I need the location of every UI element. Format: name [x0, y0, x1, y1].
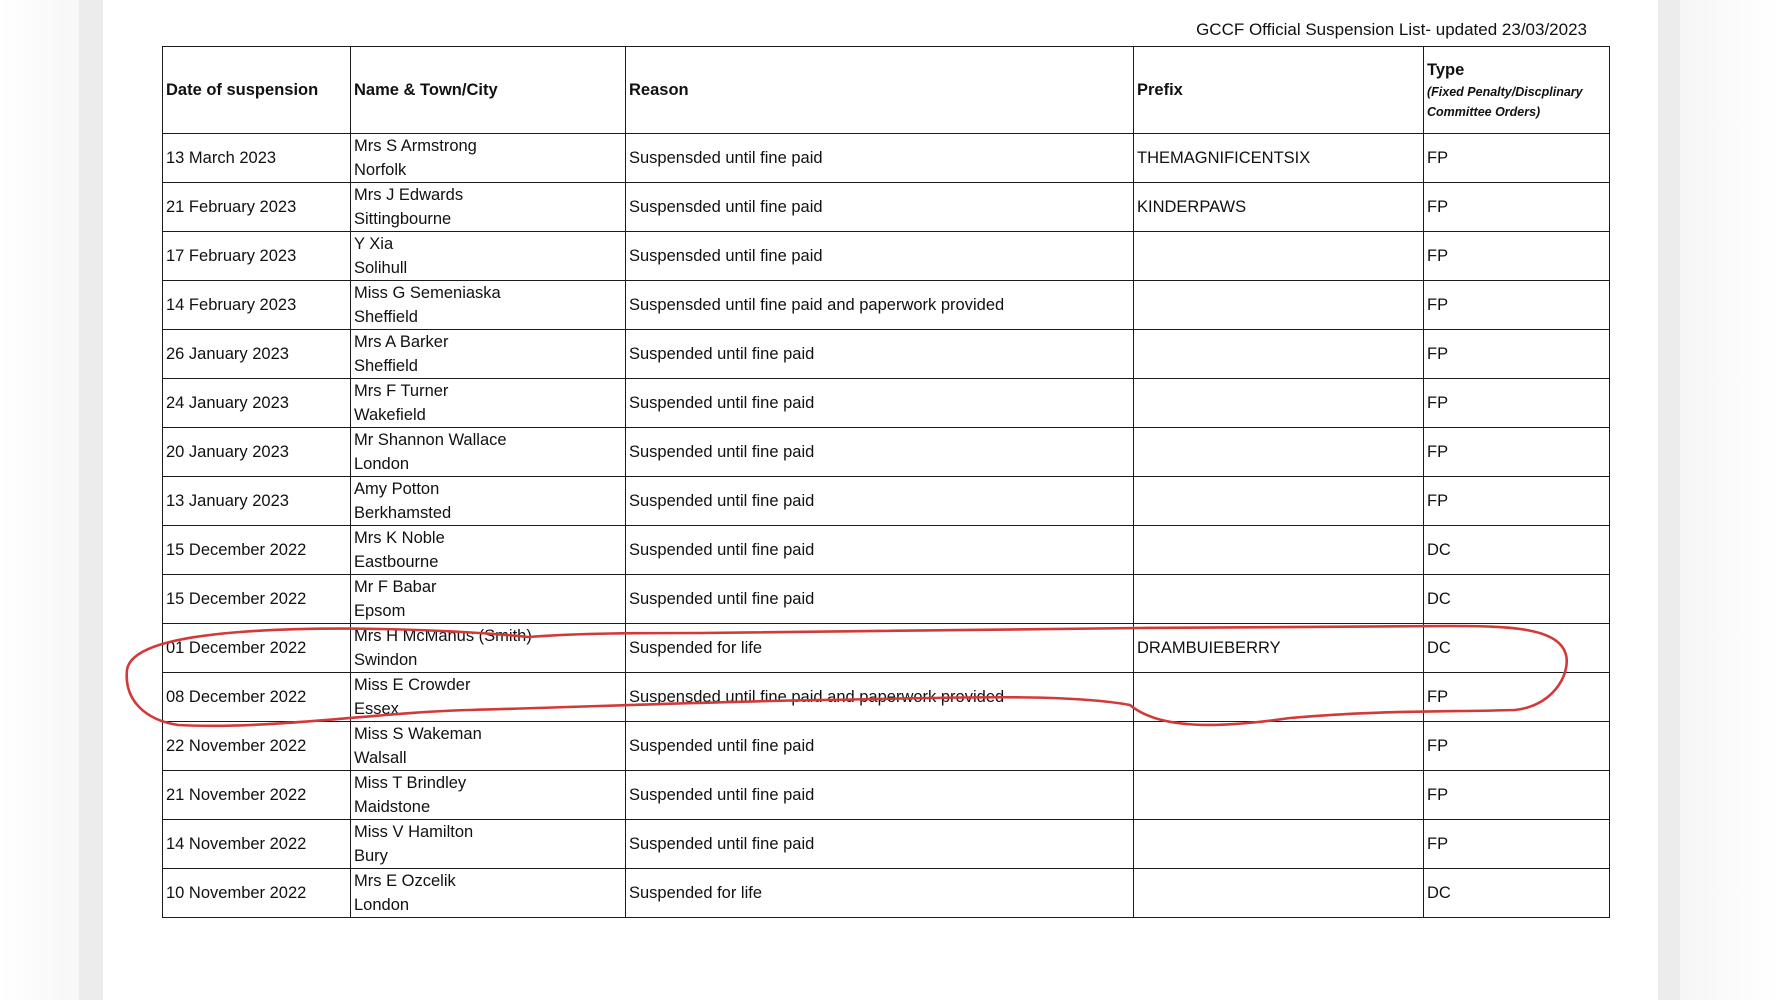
document-title: GCCF Official Suspension List- updated 23/03/2023: [1196, 20, 1587, 39]
table-row: [163, 526, 1610, 575]
cell-type: DC: [1424, 869, 1610, 918]
cell-name-town: [351, 379, 626, 428]
header-prefix: Prefix: [1134, 47, 1424, 134]
cell-name: Miss V Hamilton: [354, 823, 474, 841]
cell-name-town: [351, 771, 626, 820]
cell-town: Sheffield: [354, 308, 418, 326]
cell-name: Mrs K Noble: [354, 529, 445, 547]
page-shadow-right: [1658, 0, 1778, 1000]
cell-type: FP: [1424, 722, 1610, 771]
cell-date: 20 January 2023: [163, 428, 351, 477]
cell-reason: Suspended until fine paid: [626, 722, 1134, 771]
cell-prefix: DRAMBUIEBERRY: [1134, 624, 1424, 673]
cell-type: FP: [1424, 232, 1610, 281]
cell-name-town: [351, 477, 626, 526]
cell-date: 24 January 2023: [163, 379, 351, 428]
cell-town: London: [354, 896, 410, 914]
cell-date: 26 January 2023: [163, 330, 351, 379]
page-shadow-left: [0, 0, 103, 1000]
cell-prefix: [1134, 820, 1424, 869]
cell-town: Sittingbourne: [354, 210, 452, 228]
cell-town: Solihull: [354, 259, 408, 277]
cell-date: 14 February 2023: [163, 281, 351, 330]
cell-reason: Suspended until fine paid: [626, 771, 1134, 820]
cell-name: Miss G Semeniaska: [354, 284, 501, 302]
table-row: [163, 232, 1610, 281]
cell-type: DC: [1424, 526, 1610, 575]
cell-name: Miss T Brindley: [354, 774, 467, 792]
document-page: [127, 0, 1656, 1000]
cell-name-town: [351, 232, 626, 281]
header-date: Date of suspension: [163, 47, 351, 134]
cell-type: FP: [1424, 330, 1610, 379]
cell-name-town: [351, 869, 626, 918]
table-row: [163, 477, 1610, 526]
cell-date: 15 December 2022: [163, 575, 351, 624]
cell-prefix: [1134, 428, 1424, 477]
cell-name-town: [351, 624, 626, 673]
cell-date: 21 November 2022: [163, 771, 351, 820]
cell-reason: Suspensded until fine paid and paperwork provided: [626, 281, 1134, 330]
cell-date: 17 February 2023: [163, 232, 351, 281]
cell-name-town: [351, 428, 626, 477]
suspension-table: [162, 46, 1610, 918]
cell-name: Mrs J Edwards: [354, 186, 464, 204]
cell-reason: Suspended for life: [626, 869, 1134, 918]
table-row: [163, 869, 1610, 918]
cell-name-town: [351, 673, 626, 722]
cell-name-town: [351, 722, 626, 771]
cell-name-town: [351, 134, 626, 183]
cell-reason: Suspended until fine paid: [626, 820, 1134, 869]
cell-name-town: [351, 820, 626, 869]
cell-date: 01 December 2022: [163, 624, 351, 673]
table-row: [163, 183, 1610, 232]
cell-type: FP: [1424, 379, 1610, 428]
cell-prefix: [1134, 673, 1424, 722]
cell-prefix: [1134, 232, 1424, 281]
table-row: [163, 771, 1610, 820]
cell-town: Berkhamsted: [354, 504, 452, 522]
cell-type: FP: [1424, 134, 1610, 183]
cell-type: FP: [1424, 820, 1610, 869]
cell-date: 13 March 2023: [163, 134, 351, 183]
cell-town: Eastbourne: [354, 553, 439, 571]
cell-prefix: [1134, 477, 1424, 526]
cell-reason: Suspended until fine paid: [626, 477, 1134, 526]
cell-type: FP: [1424, 771, 1610, 820]
cell-name: Y Xia: [354, 235, 394, 253]
table-row: [163, 575, 1610, 624]
cell-name-town: [351, 330, 626, 379]
cell-name: Mrs H McManus (Smith): [354, 627, 532, 645]
cell-type: FP: [1424, 281, 1610, 330]
cell-date: 22 November 2022: [163, 722, 351, 771]
cell-name: Mr F Babar: [354, 578, 437, 596]
cell-name: Amy Potton: [354, 480, 440, 498]
table-header: [163, 47, 1610, 134]
cell-type: FP: [1424, 183, 1610, 232]
cell-date: 15 December 2022: [163, 526, 351, 575]
header-type-label: Type: [1427, 61, 1465, 79]
table-row: [163, 134, 1610, 183]
header-type: [1424, 47, 1610, 134]
cell-reason: Suspensded until fine paid: [626, 134, 1134, 183]
cell-date: 08 December 2022: [163, 673, 351, 722]
cell-reason: Suspended until fine paid: [626, 575, 1134, 624]
cell-type: DC: [1424, 575, 1610, 624]
cell-town: Sheffield: [354, 357, 418, 375]
cell-prefix: [1134, 575, 1424, 624]
cell-name-town: [351, 575, 626, 624]
cell-prefix: [1134, 771, 1424, 820]
cell-prefix: [1134, 869, 1424, 918]
cell-reason: Suspensded until fine paid and paperwork provided: [626, 673, 1134, 722]
header-type-note: (Fixed Penalty/Discplinary Committee Orders): [1427, 85, 1583, 119]
cell-town: Epsom: [354, 602, 406, 620]
cell-town: Essex: [354, 700, 399, 718]
table-row: [163, 428, 1610, 477]
cell-name: Mr Shannon Wallace: [354, 431, 507, 449]
cell-prefix: THEMAGNIFICENTSIX: [1134, 134, 1424, 183]
cell-town: Wakefield: [354, 406, 426, 424]
cell-date: 13 January 2023: [163, 477, 351, 526]
cell-name: Mrs F Turner: [354, 382, 449, 400]
cell-type: FP: [1424, 428, 1610, 477]
cell-name: Miss S Wakeman: [354, 725, 482, 743]
cell-town: London: [354, 455, 410, 473]
cell-town: Maidstone: [354, 798, 431, 816]
cell-type: DC: [1424, 624, 1610, 673]
cell-prefix: [1134, 330, 1424, 379]
cell-reason: Suspended until fine paid: [626, 330, 1134, 379]
cell-town: Walsall: [354, 749, 407, 767]
cell-prefix: KINDERPAWS: [1134, 183, 1424, 232]
cell-reason: Suspended until fine paid: [626, 379, 1134, 428]
table-row: [163, 820, 1610, 869]
table-row: [163, 624, 1610, 673]
cell-name-town: [351, 281, 626, 330]
cell-name-town: [351, 183, 626, 232]
cell-date: 21 February 2023: [163, 183, 351, 232]
table-row: [163, 379, 1610, 428]
cell-town: Bury: [354, 847, 388, 865]
cell-prefix: [1134, 281, 1424, 330]
cell-town: Swindon: [354, 651, 418, 669]
cell-reason: Suspended for life: [626, 624, 1134, 673]
cell-prefix: [1134, 379, 1424, 428]
table-row: [163, 330, 1610, 379]
header-row: [163, 47, 1610, 134]
cell-reason: Suspended until fine paid: [626, 526, 1134, 575]
table-row: [163, 673, 1610, 722]
cell-name: Mrs A Barker: [354, 333, 449, 351]
cell-name-town: [351, 526, 626, 575]
cell-name: Miss E Crowder: [354, 676, 471, 694]
cell-reason: Suspended until fine paid: [626, 428, 1134, 477]
cell-prefix: [1134, 526, 1424, 575]
cell-prefix: [1134, 722, 1424, 771]
cell-name: Mrs E Ozcelik: [354, 872, 456, 890]
cell-town: Norfolk: [354, 161, 407, 179]
cell-reason: Suspensded until fine paid: [626, 183, 1134, 232]
table-row: [163, 281, 1610, 330]
cell-reason: Suspensded until fine paid: [626, 232, 1134, 281]
cell-type: FP: [1424, 477, 1610, 526]
cell-date: 10 November 2022: [163, 869, 351, 918]
cell-date: 14 November 2022: [163, 820, 351, 869]
header-name: Name & Town/City: [351, 47, 626, 134]
table-row: [163, 722, 1610, 771]
header-reason: Reason: [626, 47, 1134, 134]
cell-type: FP: [1424, 673, 1610, 722]
table-body: [163, 134, 1610, 918]
cell-name: Mrs S Armstrong: [354, 137, 477, 155]
